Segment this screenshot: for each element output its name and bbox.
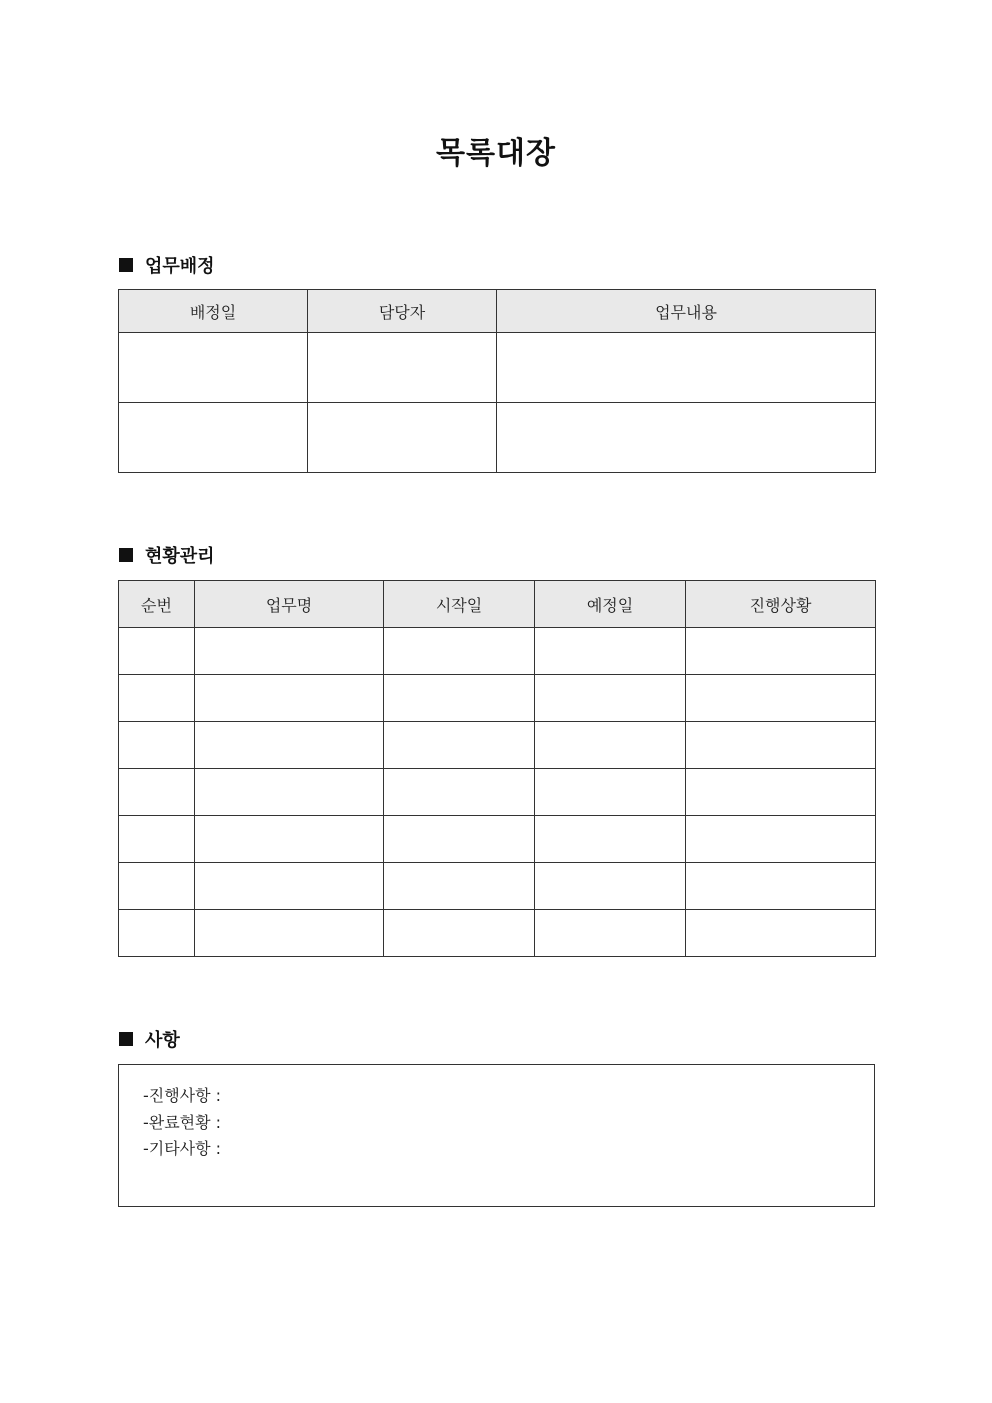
table-cell[interactable]: [195, 816, 384, 863]
column-header-number: 순번: [119, 581, 195, 628]
table-cell[interactable]: [119, 863, 195, 910]
table-cell[interactable]: [535, 675, 686, 722]
column-header-assigned-date: 배정일: [119, 290, 308, 333]
table-cell[interactable]: [119, 675, 195, 722]
table-cell[interactable]: [195, 628, 384, 675]
table-cell[interactable]: [195, 769, 384, 816]
table-cell[interactable]: [119, 816, 195, 863]
table-cell[interactable]: [535, 722, 686, 769]
table-cell[interactable]: [119, 910, 195, 957]
square-bullet-icon: [119, 548, 133, 562]
column-header-task-name: 업무명: [195, 581, 384, 628]
note-line-in-progress: -진행사항 :: [143, 1086, 222, 1105]
table-cell[interactable]: [195, 722, 384, 769]
note-line-other: -기타사항 :: [143, 1139, 222, 1158]
table-cell[interactable]: [686, 910, 876, 957]
table-cell[interactable]: [497, 333, 876, 403]
column-header-start-date: 시작일: [384, 581, 535, 628]
section-title: 사항: [145, 1030, 180, 1051]
table-cell[interactable]: [535, 769, 686, 816]
column-header-progress: 진행상황: [686, 581, 876, 628]
table-cell[interactable]: [686, 816, 876, 863]
notes-box[interactable]: [118, 1064, 875, 1207]
section-heading-notes: [119, 1027, 180, 1051]
table-cell[interactable]: [686, 722, 876, 769]
table-cell[interactable]: [119, 333, 308, 403]
table-cell[interactable]: [535, 863, 686, 910]
section-heading-assignment: [119, 253, 215, 277]
table-cell[interactable]: [119, 628, 195, 675]
table-cell[interactable]: [384, 628, 535, 675]
table-row: [119, 675, 876, 722]
square-bullet-icon: [119, 1032, 133, 1046]
table-cell[interactable]: [308, 333, 497, 403]
table-cell[interactable]: [686, 863, 876, 910]
table-cell[interactable]: [384, 722, 535, 769]
status-table: [118, 580, 876, 957]
note-line-completed: -완료현황 :: [143, 1112, 222, 1132]
column-header-due-date: 예정일: [535, 581, 686, 628]
table-cell[interactable]: [119, 722, 195, 769]
table-row: [119, 722, 876, 769]
table-cell[interactable]: [535, 816, 686, 863]
table-row: [119, 769, 876, 816]
table-cell[interactable]: [535, 628, 686, 675]
table-cell[interactable]: [384, 910, 535, 957]
assignment-table: [118, 289, 876, 473]
table-row: [119, 333, 876, 403]
section-title: 현황관리: [145, 546, 215, 567]
table-row: [119, 910, 876, 957]
table-cell[interactable]: [384, 675, 535, 722]
table-cell[interactable]: [384, 816, 535, 863]
column-header-assignee: 담당자: [308, 290, 497, 333]
table-row: [119, 403, 876, 473]
table-cell[interactable]: [119, 769, 195, 816]
table-cell[interactable]: [195, 910, 384, 957]
table-cell[interactable]: [686, 769, 876, 816]
table-cell[interactable]: [686, 628, 876, 675]
table-row: [119, 863, 876, 910]
column-header-task-content: 업무내용: [497, 290, 876, 333]
table-cell[interactable]: [119, 403, 308, 473]
table-header-row: [119, 290, 876, 333]
table-cell[interactable]: [384, 769, 535, 816]
table-cell[interactable]: [686, 675, 876, 722]
table-header-row: [119, 581, 876, 628]
table-row: [119, 816, 876, 863]
table-cell[interactable]: [195, 863, 384, 910]
section-heading-status: [119, 543, 215, 567]
table-row: [119, 628, 876, 675]
table-cell[interactable]: [535, 910, 686, 957]
document-title: 목록대장: [436, 136, 556, 171]
table-cell[interactable]: [497, 403, 876, 473]
square-bullet-icon: [119, 258, 133, 272]
section-title: 업무배정: [145, 256, 215, 277]
table-cell[interactable]: [195, 675, 384, 722]
notes-list: [143, 1083, 221, 1163]
table-cell[interactable]: [308, 403, 497, 473]
table-cell[interactable]: [384, 863, 535, 910]
